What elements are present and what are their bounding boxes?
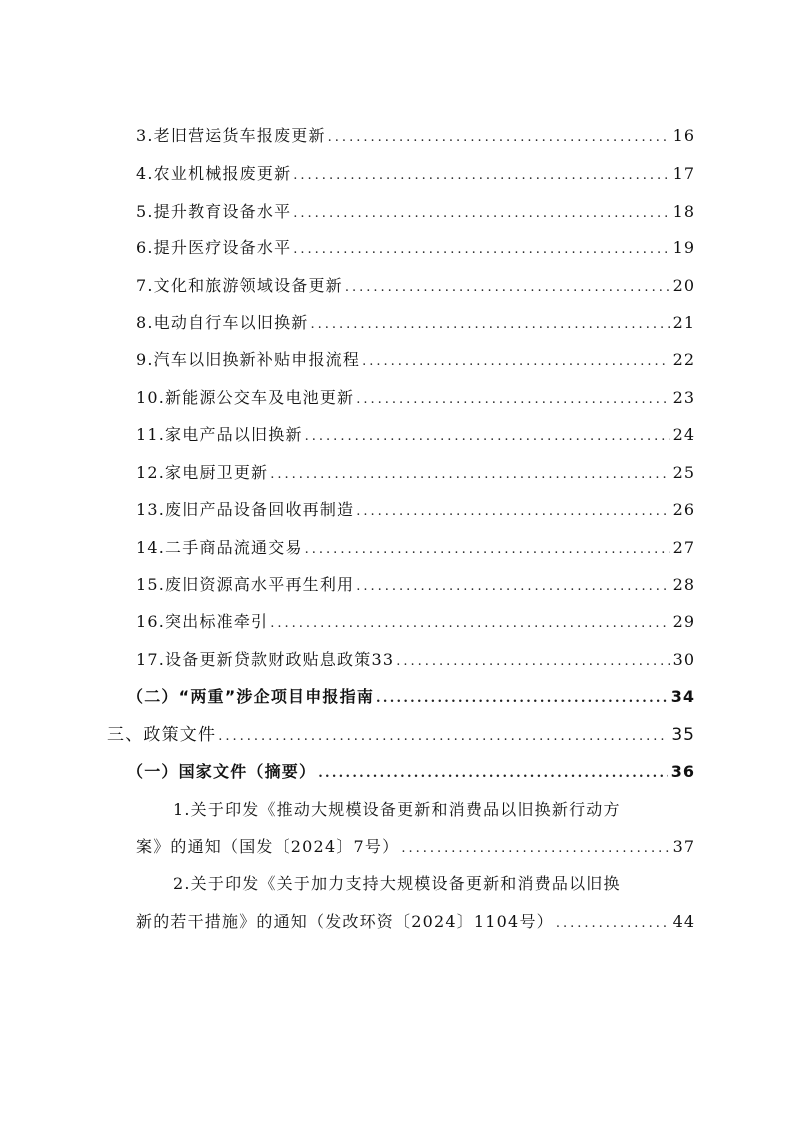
toc-entry-title: 11.家电产品以旧换新 (136, 425, 303, 444)
toc-entry-title: （二）“两重”涉企项目申报指南 (127, 687, 375, 706)
toc-page-number: 34 (670, 687, 695, 706)
toc-entry-title: 5.提升教育设备水平 (136, 202, 292, 221)
toc-page-number: 27 (672, 538, 695, 557)
dot-leader (293, 204, 669, 224)
toc-entry-title: 14.二手商品流通交易 (136, 538, 303, 557)
toc-page-number: 37 (672, 837, 695, 856)
toc-entry[interactable] (136, 164, 695, 186)
toc-part-policy-documents[interactable] (107, 725, 695, 747)
dot-leader (356, 577, 669, 597)
toc-entry-title: 15.废旧资源高水平再生利用 (136, 575, 355, 594)
toc-entry-title: 三、政策文件 (107, 725, 217, 745)
dot-leader (218, 727, 668, 747)
dot-leader (305, 540, 670, 560)
toc-page-number: 35 (671, 725, 695, 745)
toc-entry-title: 17.设备更新贷款财政贴息政策33 (136, 650, 395, 669)
dot-leader (310, 315, 669, 335)
toc-section-two-major[interactable] (127, 687, 695, 709)
dot-leader (293, 240, 669, 260)
toc-page-number: 26 (672, 500, 695, 519)
toc-page-number: 19 (672, 238, 695, 257)
toc-entry[interactable] (136, 388, 695, 410)
toc-entry[interactable] (136, 350, 695, 372)
dot-leader (401, 839, 669, 859)
toc-entry-title: 16.突出标准牵引 (136, 612, 269, 631)
toc-page-number: 23 (672, 388, 695, 407)
toc-page-number: 21 (672, 313, 695, 332)
toc-page-number: 44 (672, 912, 695, 931)
toc-page-number: 17 (672, 164, 695, 183)
toc-page-number: 36 (670, 762, 695, 781)
toc-entry[interactable] (136, 575, 695, 597)
toc-page-number: 20 (672, 276, 695, 295)
toc-entry[interactable] (136, 538, 695, 560)
toc-entry-title: （一）国家文件（摘要） (127, 762, 317, 781)
dot-leader (293, 166, 669, 186)
toc-entry-title: 案》的通知（国发〔2024〕7号） (136, 837, 400, 856)
toc-entry[interactable] (136, 612, 695, 634)
toc-entry[interactable] (136, 650, 695, 672)
toc-section-national-documents[interactable] (127, 762, 695, 784)
toc-document-1[interactable] (136, 837, 695, 859)
toc-entry[interactable] (136, 276, 695, 298)
toc-entry-title: 3.老旧营运货车报废更新 (136, 126, 326, 145)
toc-entry-title: 9.汽车以旧换新补贴申报流程 (136, 350, 361, 369)
toc-entry[interactable] (136, 202, 695, 224)
toc-entry-title: 12.家电厨卫更新 (136, 463, 269, 482)
dot-leader (376, 689, 668, 709)
dot-leader (270, 614, 669, 634)
dot-leader (318, 764, 668, 784)
toc-entry[interactable] (136, 238, 695, 260)
toc-page-number: 22 (672, 350, 695, 369)
toc-page-number: 30 (672, 650, 695, 669)
toc-entry[interactable] (136, 126, 695, 148)
dot-leader (345, 278, 670, 298)
toc-entry-title: 8.电动自行车以旧换新 (136, 313, 309, 332)
toc-entry-title: 4.农业机械报废更新 (136, 164, 292, 183)
toc-entry[interactable] (136, 425, 695, 447)
toc-entry[interactable] (136, 463, 695, 485)
dot-leader (356, 502, 669, 522)
dot-leader (328, 128, 670, 148)
toc-entry[interactable] (136, 500, 695, 522)
toc-entry[interactable] (136, 313, 695, 335)
toc-entry-title: 7.文化和旅游领域设备更新 (136, 276, 343, 295)
toc-document-2[interactable] (136, 912, 695, 934)
toc-document-2-line1: 2.关于印发《关于加力支持大规模设备更新和消费品以旧换 (173, 874, 621, 893)
toc-page-number: 18 (672, 202, 695, 221)
dot-leader (356, 390, 669, 410)
dot-leader (396, 652, 669, 672)
dot-leader (362, 352, 670, 372)
dot-leader (270, 465, 669, 485)
dot-leader (305, 427, 670, 447)
toc-page-number: 24 (672, 425, 695, 444)
toc-page-number: 29 (672, 612, 695, 631)
toc-page-number: 25 (672, 463, 695, 482)
toc-page-number: 16 (672, 126, 695, 145)
toc-page-number: 28 (672, 575, 695, 594)
dot-leader (556, 914, 670, 934)
toc-entry-title: 13.废旧产品设备回收再制造 (136, 500, 355, 519)
toc-entry-title: 新的若干措施》的通知（发改环资〔2024〕1104号） (136, 912, 554, 931)
toc-entry-title: 10.新能源公交车及电池更新 (136, 388, 355, 407)
toc-document-1-line1: 1.关于印发《推动大规模设备更新和消费品以旧换新行动方 (173, 800, 621, 819)
toc-entry-title: 6.提升医疗设备水平 (136, 238, 292, 257)
